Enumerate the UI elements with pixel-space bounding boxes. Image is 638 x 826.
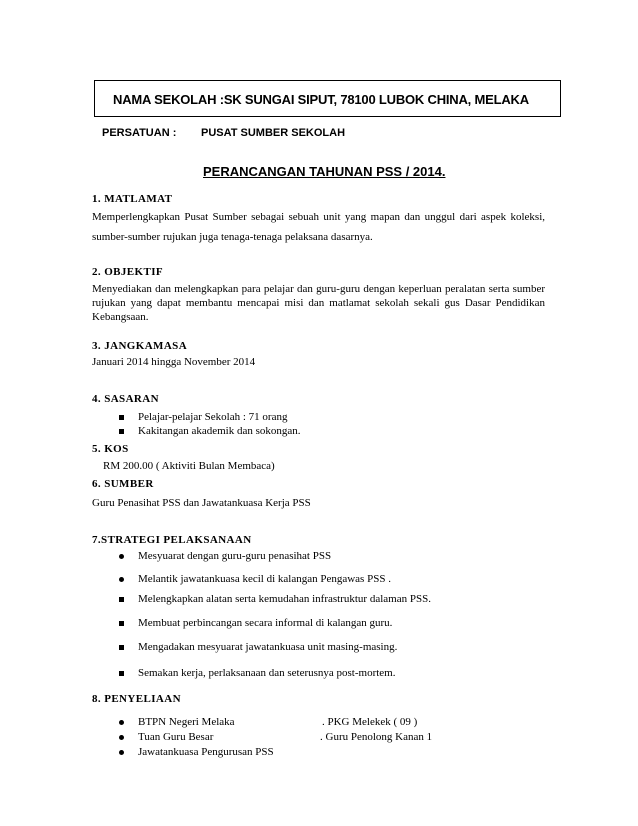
penyeliaan-right-item: . PKG Melekek ( 09 ) bbox=[322, 716, 418, 728]
kos-text: RM 200.00 ( Aktiviti Bulan Membaca) bbox=[103, 460, 275, 472]
section-heading-sasaran: 4. SASARAN bbox=[92, 393, 159, 405]
square-bullet-icon bbox=[114, 425, 128, 437]
section-heading-matlamat: 1. MATLAMAT bbox=[92, 193, 173, 205]
document-title: PERANCANGAN TAHUNAN PSS / 2014. bbox=[203, 164, 446, 179]
section-heading-penyeliaan: 8. PENYELIAAN bbox=[92, 693, 181, 705]
round-bullet-icon bbox=[114, 731, 128, 743]
square-bullet-icon bbox=[114, 641, 128, 653]
round-bullet-icon bbox=[114, 746, 128, 758]
round-bullet-icon bbox=[114, 573, 128, 585]
penyeliaan-right-item: . Guru Penolong Kanan 1 bbox=[320, 731, 433, 743]
square-bullet-icon bbox=[114, 667, 128, 679]
section-heading-jangkamasa: 3. JANGKAMASA bbox=[92, 340, 188, 352]
square-bullet-icon bbox=[114, 617, 128, 629]
matlamat-line-2: sumber-sumber rujukan juga tenaga-tenaga pelaksana dasarnya. bbox=[92, 231, 373, 243]
section-heading-objektif: 2. OBJEKTIF bbox=[92, 266, 164, 278]
persatuan-value: PUSAT SUMBER SEKOLAH bbox=[201, 127, 346, 139]
sumber-text: Guru Penasihat PSS dan Jawatankuasa Kerja PSS bbox=[92, 497, 311, 509]
section-heading-strategi: 7.STRATEGI PELAKSANAAN bbox=[92, 534, 252, 546]
objektif-line-3: Kebangsaan. bbox=[92, 311, 149, 323]
section-heading-sumber: 6. SUMBER bbox=[92, 478, 154, 490]
square-bullet-icon bbox=[114, 411, 128, 423]
section-heading-kos: 5. KOS bbox=[92, 443, 129, 455]
objektif-line-1: Menyediakan dan melengkapkan para pelajar dan guru-guru dengan keperluan peralatan serta sumber bbox=[92, 283, 545, 295]
school-header-box bbox=[94, 80, 561, 117]
school-name: NAMA SEKOLAH :SK SUNGAI SIPUT, 78100 LUBOK CHINA, MELAKA bbox=[113, 92, 529, 107]
jangkamasa-text: Januari 2014 hingga November 2014 bbox=[92, 356, 256, 368]
square-bullet-icon bbox=[114, 593, 128, 605]
matlamat-line-1: Memperlengkapkan Pusat Sumber sebagai sebuah unit yang mapan dan unggul dari aspek koleksi, bbox=[92, 211, 545, 223]
round-bullet-icon bbox=[114, 550, 128, 562]
objektif-line-2: rujukan yang dapat membantu mencapai misi dan matlamat sekolah sekali gus Dasar Pendidikan bbox=[92, 297, 545, 309]
round-bullet-icon bbox=[114, 716, 128, 728]
persatuan-label: PERSATUAN : bbox=[102, 127, 177, 139]
